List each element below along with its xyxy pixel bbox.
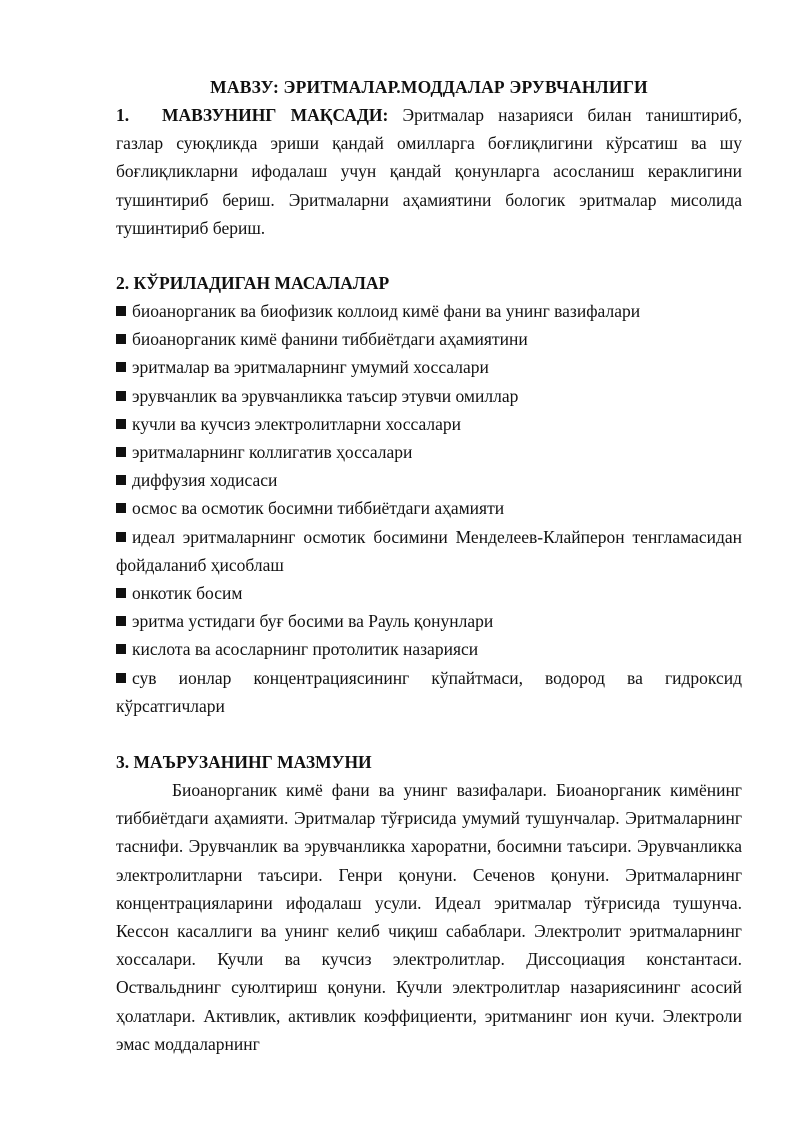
list-item: диффузия ходисаси bbox=[116, 466, 742, 494]
square-bullet-icon bbox=[116, 616, 126, 626]
list-item: эритмалар ва эритмаларнинг умумий хоссалари bbox=[116, 353, 742, 381]
list-item: сув ионлар концентрациясининг кўпайтмаси, водород ва гидроксид кўрсатгичлари bbox=[116, 667, 742, 716]
section3-paragraph: Биоанорганик кимё фани ва унинг вазифалари. Биоанорганик кимёнинг тиббиётдаги аҳамияти. Эритмалар тўғрисида умумий тушунчалар. Эритмаларнинг таснифи. Эрувчанлик ва эрувчанликка хароратни, босимни таъсири. Эрувчанликка электролитларни таъсири. Генри қонуни. Сеченов қонуни. Эритмаларнинг концентрацияларини ифодалаш усули. Идеал эритмалар тўғрисида тушунча. Кессон касаллиги ва унинг келиб чиқиш сабаблари. Электролит эритмаларнинг хоссалари. Кучли ва кучсиз электролитлар. Диссоциация константаси. Оствальднинг суюлтириш қонуни. Кучли электролитлар назариясининг асосий ҳолатлари. Активлик, активлик коэффициенти, эритманинг ион кучи. Электроли эмас моддаларнинг bbox=[116, 780, 742, 1054]
square-bullet-icon bbox=[116, 532, 126, 542]
square-bullet-icon bbox=[116, 673, 126, 683]
list-item: эрувчанлик ва эрувчанликка таъсир этувчи омиллар bbox=[116, 382, 742, 410]
list-item: кислота ва асосларнинг протолитик назарияси bbox=[116, 635, 742, 663]
section1-number: 1. bbox=[116, 105, 130, 125]
section2-heading: 2. КЎРИЛАДИГАН МАСАЛАЛАР bbox=[116, 273, 390, 294]
square-bullet-icon bbox=[116, 475, 126, 485]
square-bullet-icon bbox=[116, 306, 126, 316]
section1-paragraph bbox=[116, 101, 742, 242]
list-item: эритмаларнинг коллигатив ҳоссалари bbox=[116, 438, 742, 466]
list-item: биоанорганик ва биофизик коллоид кимё фани ва унинг вазифалари bbox=[116, 297, 742, 325]
square-bullet-icon bbox=[116, 588, 126, 598]
list-item: эритма устидаги буғ босими ва Рауль қонунлари bbox=[116, 607, 742, 635]
list-item: онкотик босим bbox=[116, 579, 742, 607]
list-item: биоанорганик кимё фанини тиббиётдаги аҳамиятини bbox=[116, 325, 742, 353]
square-bullet-icon bbox=[116, 362, 126, 372]
square-bullet-icon bbox=[116, 644, 126, 654]
square-bullet-icon bbox=[116, 447, 126, 457]
square-bullet-icon bbox=[116, 391, 126, 401]
square-bullet-icon bbox=[116, 419, 126, 429]
section1-label: МАВЗУНИНГ МАҚСАДИ: bbox=[162, 105, 389, 125]
document-title: МАВЗУ: ЭРИТМАЛАР.МОДДАЛАР ЭРУВЧАНЛИГИ bbox=[210, 77, 648, 97]
list-item: идеал эритмаларнинг осмотик босимини Менделеев-Клайперон тенгламасидан фойдаланиб ҳисоблаш bbox=[116, 526, 742, 575]
square-bullet-icon bbox=[116, 334, 126, 344]
section3-heading: 3. МАЪРУЗАНИНГ МАЗМУНИ bbox=[116, 752, 372, 773]
list-item: осмос ва осмотик босимни тиббиётдаги аҳамияти bbox=[116, 494, 742, 522]
topics-list bbox=[116, 297, 742, 720]
square-bullet-icon bbox=[116, 503, 126, 513]
list-item: кучли ва кучсиз электролитларни хоссалари bbox=[116, 410, 742, 438]
section1-text: Эритмалар назарияси билан таништириб, газлар суюқликда эриши қандай омилларга боғлиқлигини кўрсатиш ва шу боғлиқликларни ифодалаш учун қандай қонунларга асосланиш кераклигини тушинтириб бериш. Эритмаларни аҳамиятини бологик эритмалар мисолида тушинтириб бериш. bbox=[116, 105, 742, 238]
